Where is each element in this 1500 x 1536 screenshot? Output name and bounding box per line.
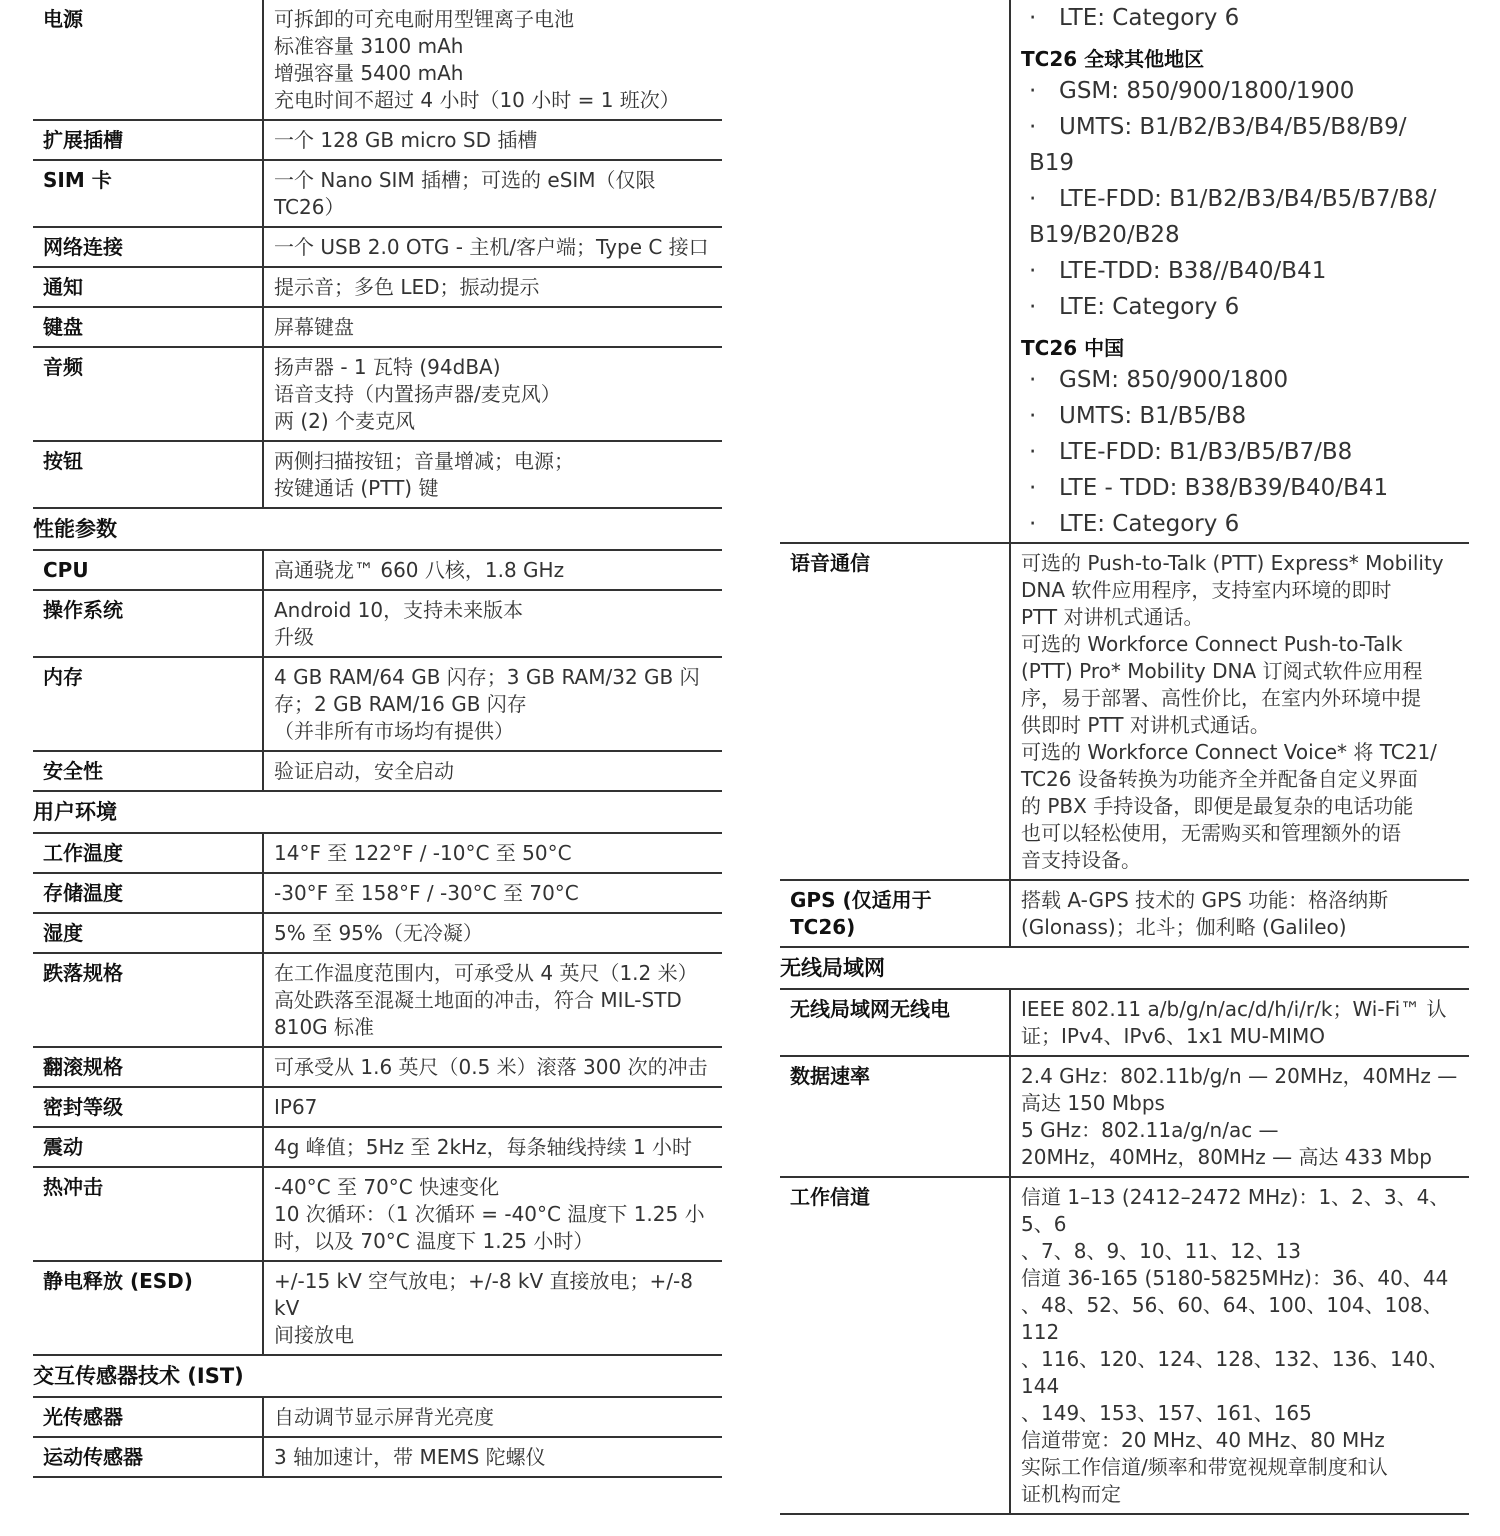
spec-value-line: -40°C 至 70°C 快速变化 bbox=[274, 1175, 500, 1199]
spec-label: 语音通信 bbox=[780, 543, 1010, 880]
bullet-dot-icon: · bbox=[1029, 511, 1037, 537]
spec-value bbox=[263, 1167, 722, 1261]
left-spec-column bbox=[33, 0, 722, 1478]
wan-bands-value-cell bbox=[1010, 0, 1469, 543]
spec-label: 无线局域网无线电 bbox=[780, 989, 1010, 1056]
spec-value-line: -30°F 至 158°F / -30°C 至 70°C bbox=[274, 881, 579, 905]
spec-row bbox=[33, 1087, 722, 1127]
spec-value-line: 的 PBX 手持设备，即便是最复杂的电话功能 bbox=[1021, 794, 1414, 818]
spec-value-line: 可选的 Workforce Connect Push-to-Talk bbox=[1021, 632, 1403, 656]
spec-row bbox=[780, 989, 1469, 1056]
spec-value bbox=[263, 347, 722, 441]
spec-value-line: 搭载 A-GPS 技术的 GPS 功能：格洛纳斯 bbox=[1021, 888, 1389, 912]
spec-value-line: 时，以及 70°C 温度下 1.25 小时） bbox=[274, 1229, 594, 1253]
spec-value-line: 也可以轻松使用，无需购买和管理额外的语 bbox=[1021, 821, 1401, 845]
spec-label: 静电释放 (ESD) bbox=[33, 1261, 263, 1355]
spec-row bbox=[33, 1437, 722, 1477]
spec-value-line: IP67 bbox=[274, 1095, 318, 1119]
bullet-dot-icon: · bbox=[1029, 5, 1037, 31]
spec-value-line: 4g 峰值；5Hz 至 2kHz，每条轴线持续 1 小时 bbox=[274, 1135, 693, 1159]
spec-value-line: 扬声器 - 1 瓦特 (94dBA) bbox=[274, 355, 501, 379]
wan-bands-row bbox=[780, 0, 1469, 543]
spec-row bbox=[33, 227, 722, 267]
spec-value-line: 10 次循环：（1 次循环 = -40°C 温度下 1.25 小 bbox=[274, 1202, 705, 1226]
spec-row bbox=[33, 550, 722, 590]
spec-value-line: Android 10，支持未来版本 bbox=[274, 598, 524, 622]
section-title: 交互传感器技术 (IST) bbox=[33, 1355, 722, 1397]
wan-band-item bbox=[1021, 506, 1469, 542]
wan-band-text: LTE - TDD: B38/B39/B40/B41 bbox=[1059, 475, 1389, 501]
wan-region-title: TC26 全球其他地区 bbox=[1021, 47, 1205, 71]
spec-label: 操作系统 bbox=[33, 590, 263, 657]
spec-label: 工作信道 bbox=[780, 1177, 1010, 1514]
spec-value-line: (Glonass)；北斗；伽利略 (Galileo) bbox=[1021, 915, 1347, 939]
spec-label: 湿度 bbox=[33, 913, 263, 953]
spec-value-line: +/-15 kV 空气放电；+/-8 kV 直接放电；+/-8 kV bbox=[274, 1269, 700, 1320]
spec-row bbox=[780, 543, 1469, 880]
spec-label: 音频 bbox=[33, 347, 263, 441]
spec-row bbox=[33, 873, 722, 913]
spec-label: 通知 bbox=[33, 267, 263, 307]
spec-value-line: 增强容量 5400 mAh bbox=[274, 61, 464, 85]
spec-row bbox=[33, 1261, 722, 1355]
spec-value-line: 一个 USB 2.0 OTG - 主机/客户端；Type C 接口 bbox=[274, 235, 709, 259]
wan-band-text: GSM: 850/900/1800 bbox=[1059, 367, 1289, 393]
spec-value bbox=[263, 550, 722, 590]
spec-label: 工作温度 bbox=[33, 833, 263, 873]
spec-row bbox=[33, 833, 722, 873]
spec-label: 存储温度 bbox=[33, 873, 263, 913]
section-title: 用户环境 bbox=[33, 791, 722, 833]
spec-value bbox=[263, 953, 722, 1047]
spec-value-line: 实际工作信道/频率和带宽视规章制度和认 bbox=[1021, 1455, 1388, 1479]
wan-band-item bbox=[1021, 434, 1469, 470]
spec-value-line: 14°F 至 122°F / -10°C 至 50°C bbox=[274, 841, 572, 865]
spec-value-line: 升级 bbox=[274, 625, 314, 649]
spec-row bbox=[780, 880, 1469, 947]
bullet-dot-icon: · bbox=[1029, 294, 1037, 320]
spec-value-line: 充电时间不超过 4 小时（10 小时 = 1 班次） bbox=[274, 88, 680, 112]
wan-band-text: GSM: 850/900/1800/1900 bbox=[1059, 78, 1355, 104]
spec-value-line: 标准容量 3100 mAh bbox=[274, 34, 464, 58]
section-header bbox=[33, 508, 722, 550]
spec-value-line: 可拆卸的可充电耐用型锂离子电池 bbox=[274, 7, 574, 31]
wan-band-item bbox=[1021, 73, 1469, 109]
spec-value bbox=[263, 441, 722, 508]
spec-value bbox=[1010, 989, 1469, 1056]
spec-row bbox=[33, 657, 722, 751]
wan-region-title: TC26 中国 bbox=[1021, 336, 1125, 360]
spec-value bbox=[263, 1047, 722, 1087]
wan-band-text: LTE: Category 6 bbox=[1059, 5, 1240, 31]
spec-value-line: 按键通话 (PTT) 键 bbox=[274, 476, 439, 500]
spec-value-line: (PTT) Pro* Mobility DNA 订阅式软件应用程 bbox=[1021, 659, 1423, 683]
spec-row bbox=[780, 1177, 1469, 1514]
spec-value-line: 信道 36-165 (5180-5825MHz)：36、40、44 bbox=[1021, 1266, 1449, 1290]
spec-value bbox=[263, 227, 722, 267]
spec-value-line: 证机构而定 bbox=[1021, 1482, 1121, 1506]
spec-value bbox=[263, 751, 722, 791]
spec-value bbox=[263, 1087, 722, 1127]
wan-band-text: LTE-FDD: B1/B2/B3/B4/B5/B7/B8/ B19/B20/B28 bbox=[1029, 186, 1437, 248]
spec-label: 跌落规格 bbox=[33, 953, 263, 1047]
right-spec-column bbox=[780, 0, 1469, 1515]
spec-label: 热冲击 bbox=[33, 1167, 263, 1261]
spec-label: 键盘 bbox=[33, 307, 263, 347]
spec-label: 按钮 bbox=[33, 441, 263, 508]
spec-label: CPU bbox=[33, 550, 263, 590]
spec-value-line: 两 (2) 个麦克风 bbox=[274, 409, 416, 433]
spec-value bbox=[263, 1397, 722, 1437]
spec-value-line: 、116、120、124、128、132、136、140、144 bbox=[1021, 1347, 1449, 1398]
spec-label: 光传感器 bbox=[33, 1397, 263, 1437]
wan-band-item bbox=[1021, 470, 1469, 506]
right-spec-table bbox=[780, 0, 1469, 1515]
spec-value-line: 供即时 PTT 对讲机式通话。 bbox=[1021, 713, 1270, 737]
spec-value-line: 间接放电 bbox=[274, 1323, 354, 1347]
spec-value-line: 、149、153、157、161、165 bbox=[1021, 1401, 1312, 1425]
spec-label: 数据速率 bbox=[780, 1056, 1010, 1177]
wan-band-item bbox=[1021, 362, 1469, 398]
spec-value-line: 可承受从 1.6 英尺（0.5 米）滚落 300 次的冲击 bbox=[274, 1055, 708, 1079]
wan-band-item bbox=[1021, 109, 1469, 181]
spec-value-line: 自动调节显示屏背光亮度 bbox=[274, 1405, 494, 1429]
spec-row bbox=[33, 1397, 722, 1437]
spec-value-line: 4 GB RAM/64 GB 闪存；3 GB RAM/32 GB 闪 bbox=[274, 665, 700, 689]
section-title: 性能参数 bbox=[33, 508, 722, 550]
section-header bbox=[33, 1355, 722, 1397]
spec-value bbox=[263, 160, 722, 227]
spec-label: 翻滚规格 bbox=[33, 1047, 263, 1087]
spec-value bbox=[1010, 1177, 1469, 1514]
spec-value bbox=[263, 590, 722, 657]
spec-value-line: 语音支持（内置扬声器/麦克风） bbox=[274, 382, 561, 406]
bullet-dot-icon: · bbox=[1029, 367, 1037, 393]
spec-value-line: 高通骁龙™ 660 八核，1.8 GHz bbox=[274, 558, 565, 582]
wan-band-item bbox=[1021, 253, 1469, 289]
wan-band-text: LTE: Category 6 bbox=[1059, 294, 1240, 320]
wan-band-text: LTE: Category 6 bbox=[1059, 511, 1240, 537]
spec-value bbox=[263, 873, 722, 913]
wan-band-item bbox=[1021, 181, 1469, 253]
spec-value-line: PTT 对讲机式通话。 bbox=[1021, 605, 1204, 629]
spec-value-line: DNA 软件应用程序，支持室内环境的即时 bbox=[1021, 578, 1392, 602]
spec-value-line: 20MHz，40MHz，80MHz — 高达 433 Mbp bbox=[1021, 1145, 1432, 1169]
section-header bbox=[33, 791, 722, 833]
spec-value bbox=[1010, 880, 1469, 947]
bullet-dot-icon: · bbox=[1029, 114, 1037, 140]
spec-value bbox=[263, 120, 722, 160]
spec-row bbox=[780, 1056, 1469, 1177]
spec-value-line: 证；IPv4、IPv6、1x1 MU-MIMO bbox=[1021, 1024, 1325, 1048]
spec-label: 安全性 bbox=[33, 751, 263, 791]
spec-label: 扩展插槽 bbox=[33, 120, 263, 160]
spec-value bbox=[263, 1437, 722, 1477]
spec-value-line: 存；2 GB RAM/16 GB 闪存 bbox=[274, 692, 527, 716]
spec-row bbox=[33, 347, 722, 441]
spec-value-line: 信道 1–13 (2412–2472 MHz)：1、2、3、4、5、6 bbox=[1021, 1185, 1450, 1236]
spec-row bbox=[33, 1167, 722, 1261]
spec-value bbox=[263, 913, 722, 953]
spec-value bbox=[263, 657, 722, 751]
spec-value-line: 一个 128 GB micro SD 插槽 bbox=[274, 128, 538, 152]
spec-row bbox=[33, 953, 722, 1047]
wan-band-text: UMTS: B1/B5/B8 bbox=[1059, 403, 1247, 429]
spec-value bbox=[263, 1127, 722, 1167]
section-header bbox=[780, 947, 1469, 989]
spec-value-line: 高达 150 Mbps bbox=[1021, 1091, 1165, 1115]
spec-value-line: 5% 至 95%（无冷凝） bbox=[274, 921, 483, 945]
spec-label: 电源 bbox=[33, 0, 263, 120]
spec-value-line: 可选的 Push-to-Talk (PTT) Express* Mobility bbox=[1021, 551, 1444, 575]
spec-value-line: 一个 Nano SIM 插槽；可选的 eSIM（仅限 bbox=[274, 168, 656, 192]
spec-value-line: 在工作温度范围内，可承受从 4 英尺（1.2 米） bbox=[274, 961, 698, 985]
spec-value-line: 验证启动，安全启动 bbox=[274, 759, 454, 783]
spec-value-line: 3 轴加速计，带 MEMS 陀螺仪 bbox=[274, 1445, 546, 1469]
wan-band-text: UMTS: B1/B2/B3/B4/B5/B8/B9/ B19 bbox=[1029, 114, 1407, 176]
spec-value bbox=[1010, 1056, 1469, 1177]
bullet-dot-icon: · bbox=[1029, 186, 1037, 212]
spec-row bbox=[33, 160, 722, 227]
spec-value-line: 5 GHz：802.11a/g/n/ac — bbox=[1021, 1118, 1279, 1142]
wan-bands-label-cell bbox=[780, 0, 1010, 543]
bullet-dot-icon: · bbox=[1029, 475, 1037, 501]
spec-value-line: 、48、52、56、60、64、100、104、108、112 bbox=[1021, 1293, 1443, 1344]
spec-label: 震动 bbox=[33, 1127, 263, 1167]
spec-label: 内存 bbox=[33, 657, 263, 751]
bullet-dot-icon: · bbox=[1029, 403, 1037, 429]
wan-band-text: LTE-TDD: B38//B40/B41 bbox=[1059, 258, 1327, 284]
spec-label: 密封等级 bbox=[33, 1087, 263, 1127]
spec-value-line: 810G 标准 bbox=[274, 1015, 375, 1039]
spec-value-line: TC26 设备转换为功能齐全并配备自定义界面 bbox=[1021, 767, 1418, 791]
spec-value-line: 、7、8、9、10、11、12、13 bbox=[1021, 1239, 1301, 1263]
spec-row bbox=[33, 913, 722, 953]
spec-value-line: 高处跌落至混凝土地面的冲击，符合 MIL-STD bbox=[274, 988, 682, 1012]
spec-value-line: 提示音；多色 LED；振动提示 bbox=[274, 275, 540, 299]
spec-row bbox=[33, 1127, 722, 1167]
spec-label: 运动传感器 bbox=[33, 1437, 263, 1477]
spec-label: GPS (仅适用于 TC26) bbox=[780, 880, 1010, 947]
wan-band-item bbox=[1021, 0, 1469, 36]
spec-row bbox=[33, 590, 722, 657]
bullet-dot-icon: · bbox=[1029, 439, 1037, 465]
wan-band-item bbox=[1021, 398, 1469, 434]
wan-band-item bbox=[1021, 289, 1469, 325]
spec-row bbox=[33, 267, 722, 307]
spec-value bbox=[263, 307, 722, 347]
spec-value bbox=[1010, 543, 1469, 880]
spec-row bbox=[33, 441, 722, 508]
bullet-dot-icon: · bbox=[1029, 258, 1037, 284]
spec-value-line: 2.4 GHz：802.11b/g/n — 20MHz，40MHz — bbox=[1021, 1064, 1458, 1088]
left-spec-table bbox=[33, 0, 722, 1478]
spec-value-line: 序，易于部署、高性价比，在室内外环境中提 bbox=[1021, 686, 1421, 710]
spec-label: 网络连接 bbox=[33, 227, 263, 267]
spec-value-line: IEEE 802.11 a/b/g/n/ac/d/h/i/r/k；Wi-Fi™ 认 bbox=[1021, 997, 1447, 1021]
spec-row bbox=[33, 120, 722, 160]
spec-value bbox=[263, 0, 722, 120]
spec-row bbox=[33, 0, 722, 120]
spec-row bbox=[33, 307, 722, 347]
spec-value-line: （并非所有市场均有提供） bbox=[274, 719, 514, 743]
spec-value bbox=[263, 267, 722, 307]
section-title: 无线局域网 bbox=[780, 947, 1469, 989]
spec-value-line: 信道带宽：20 MHz、40 MHz、80 MHz bbox=[1021, 1428, 1385, 1452]
spec-value-line: 屏幕键盘 bbox=[274, 315, 354, 339]
spec-value-line: TC26） bbox=[274, 195, 345, 219]
spec-label: SIM 卡 bbox=[33, 160, 263, 227]
spec-value-line: 音支持设备。 bbox=[1021, 848, 1141, 872]
spec-value-line: 两侧扫描按钮；音量增减；电源； bbox=[274, 449, 574, 473]
spec-value bbox=[263, 1261, 722, 1355]
spec-value bbox=[263, 833, 722, 873]
spec-row bbox=[33, 751, 722, 791]
spec-value-line: 可选的 Workforce Connect Voice* 将 TC21/ bbox=[1021, 740, 1437, 764]
wan-band-text: LTE-FDD: B1/B3/B5/B7/B8 bbox=[1059, 439, 1353, 465]
bullet-dot-icon: · bbox=[1029, 78, 1037, 104]
spec-row bbox=[33, 1047, 722, 1087]
